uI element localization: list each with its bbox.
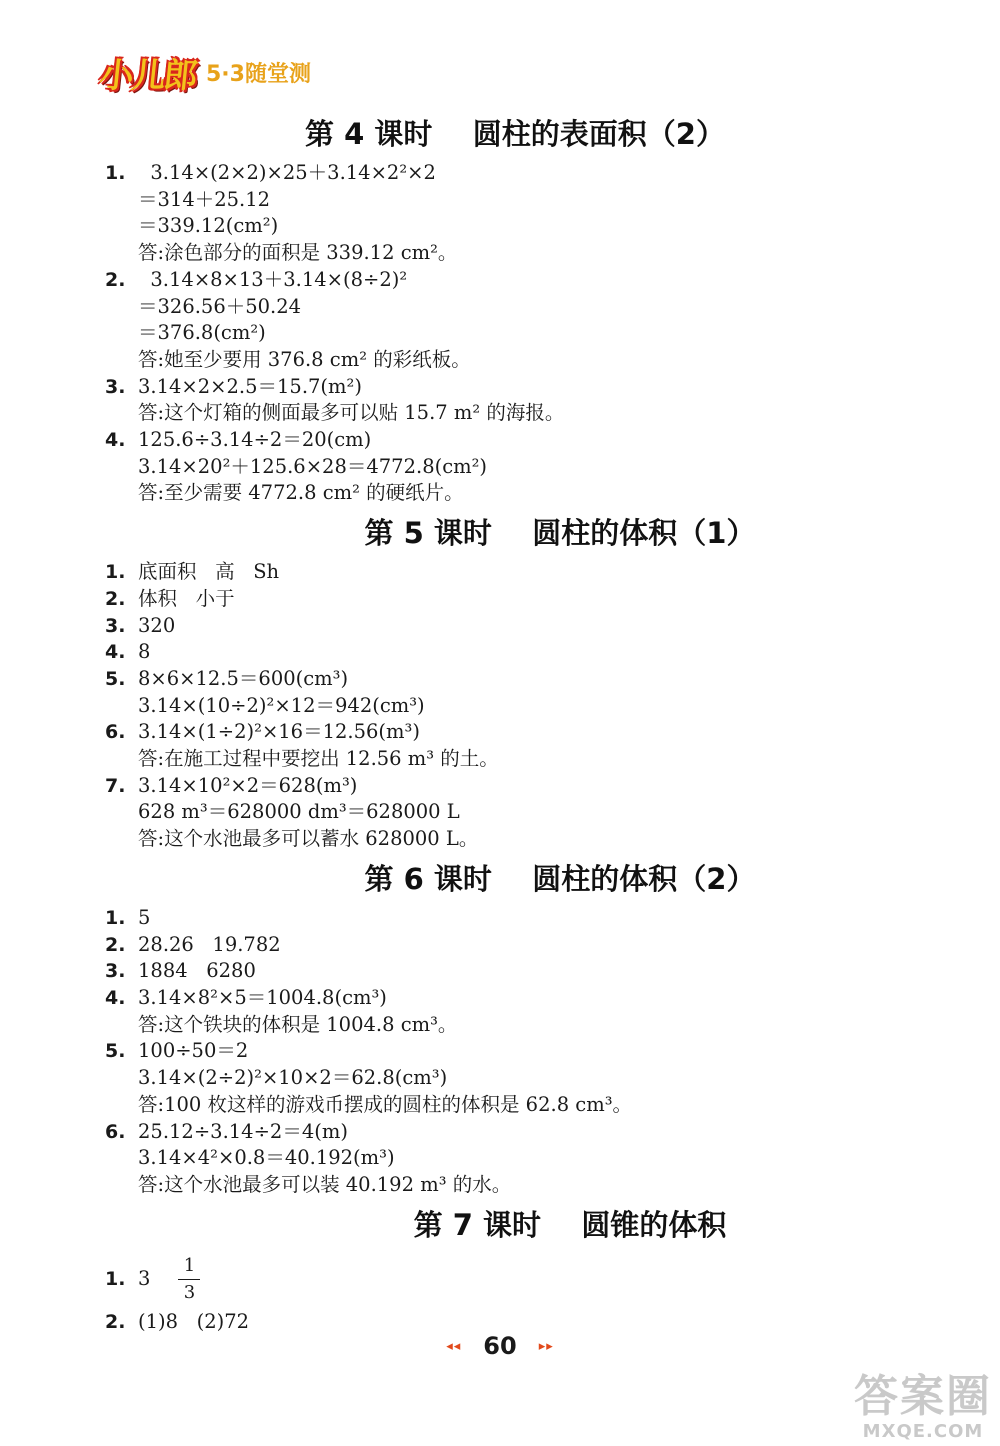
question-4 [105, 427, 925, 507]
answer-line: 628 m³＝628000 dm³＝628000 L [138, 800, 460, 824]
answer-line: 答:这个水池最多可以装 40.192 m³ 的水。 [138, 1172, 512, 1196]
question-2 [105, 586, 925, 613]
answer-line: 3.14×(10÷2)²×12＝942(cm³) [138, 693, 425, 717]
answer-line: 3.14×(2÷2)²×10×2＝62.8(cm³) [138, 1066, 448, 1090]
section-title-lesson-6: 第 6 课时 圆柱的体积（2） [364, 861, 756, 896]
answer-line: 体积 小于 [138, 586, 235, 610]
answer-line: 答:这个灯箱的侧面最多可以贴 15.7 m² 的海报。 [138, 401, 565, 425]
question-number: 6. [105, 1120, 126, 1143]
question-2 [105, 267, 925, 374]
answer-line: ＝339.12(cm²) [138, 214, 279, 238]
page-number: 60 [483, 1332, 517, 1360]
question-number: 4. [105, 641, 126, 664]
question-5 [105, 666, 925, 719]
question-number: 5. [105, 667, 126, 690]
question-number: 2. [105, 1310, 126, 1333]
answer-line: 答:这个铁块的体积是 1004.8 cm³。 [138, 1012, 458, 1036]
answer-line: ＝326.56＋50.24 [138, 294, 302, 318]
answer-line: 底面积 高 Sh [138, 560, 280, 584]
question-4 [105, 639, 925, 666]
answer-line: 125.6÷3.14÷2＝20(cm) [138, 428, 372, 452]
question-1 [105, 559, 925, 586]
question-number: 3. [105, 375, 126, 398]
question-number: 4. [105, 986, 126, 1009]
question-number: 6. [105, 721, 126, 744]
question-1 [105, 160, 925, 267]
answer-line: 3.14×2×2.5＝15.7(m²) [138, 374, 362, 398]
watermark-text: 答案圈 [854, 1371, 992, 1422]
question-3 [105, 374, 925, 427]
answer-line: 1884 6280 [138, 959, 256, 983]
question-7 [105, 773, 925, 853]
answer-line: 3.14×(1÷2)²×16＝12.56(m³) [138, 720, 420, 744]
answer-line: 3.14×8×13＋3.14×(8÷2)² [138, 267, 408, 291]
question-number: 5. [105, 1040, 126, 1063]
question-number: 1. [105, 906, 126, 929]
answer-line: 3.14×(2×2)×25＋3.14×2²×2 [138, 161, 436, 184]
watermark [854, 1372, 992, 1442]
section-title-lesson-7: 第 7 课时 圆锥的体积 [413, 1207, 727, 1242]
left-arrows-icon: ◂◂ [446, 1338, 462, 1354]
question-number: 1. [105, 162, 126, 184]
section-title-lesson-5: 第 5 课时 圆柱的体积（1） [364, 516, 756, 551]
page-footer [0, 1332, 1000, 1360]
question-6 [105, 719, 925, 772]
question-6 [105, 1119, 925, 1199]
question-5 [105, 1038, 925, 1118]
answer-line: 8×6×12.5＝600(cm³) [138, 666, 349, 690]
question-3 [105, 613, 925, 640]
answer-line: 25.12÷3.14÷2＝4(m) [138, 1119, 348, 1143]
brand-logo: 小儿郎 [97, 55, 198, 96]
fraction-bar [178, 1279, 200, 1280]
question-3 [105, 958, 925, 985]
fraction [178, 1255, 200, 1304]
answer-line: 答:涂色部分的面积是 339.12 cm²。 [138, 241, 458, 265]
right-arrows-icon: ▸▸ [538, 1338, 554, 1354]
question-number: 1. [105, 1268, 126, 1291]
question-number: 3. [105, 960, 126, 983]
answer-line: 答:至少需要 4772.8 cm² 的硬纸片。 [138, 481, 464, 505]
answer-content [105, 108, 925, 1335]
answer-line: 3.14×20²＋125.6×28＝4772.8(cm²) [138, 454, 488, 478]
question-1 [105, 905, 925, 932]
question-number: 2. [105, 933, 126, 956]
answer-line: 答:100 枚这样的游戏币摆成的圆柱的体积是 62.8 cm³。 [138, 1092, 633, 1116]
answer-line: 28.26 19.782 [138, 932, 281, 956]
answer-line: ＝314＋25.12 [138, 187, 271, 211]
question-number: 7. [105, 774, 126, 797]
answer-line: 100÷50＝2 [138, 1039, 249, 1063]
answer-line: 5 [138, 905, 151, 929]
answer-line: 320 [138, 613, 176, 637]
page-header-logo [97, 52, 311, 96]
answer-line: 答:这个水池最多可以蓄水 628000 L。 [138, 827, 479, 851]
question-number: 2. [105, 268, 126, 291]
section-title-lesson-4: 第 4 课时 圆柱的表面积（2） [305, 117, 725, 151]
answer-line: 3.14×10²×2＝628(m³) [138, 773, 358, 797]
answer-line: 答:她至少要用 376.8 cm² 的彩纸板。 [138, 347, 471, 371]
answer-line: 3.14×4²×0.8＝40.192(m³) [138, 1146, 395, 1170]
answer-line: 3.14×8²×5＝1004.8(cm³) [138, 985, 387, 1009]
answer-line: 8 [138, 640, 151, 664]
question-number: 4. [105, 429, 126, 452]
fraction-denominator: 3 [183, 1282, 196, 1304]
series-name: 5·3随堂测 [206, 61, 311, 87]
question-number: 1. [105, 561, 126, 584]
answer-line: ＝376.8(cm²) [138, 321, 266, 345]
question-2 [105, 932, 925, 959]
watermark-url: MXQE.COM [862, 1421, 984, 1442]
fraction-numerator: 1 [183, 1255, 196, 1277]
question-1 [105, 1251, 925, 1309]
answer-line: 3 [138, 1267, 151, 1291]
question-number: 2. [105, 587, 126, 610]
answer-line: 答:在施工过程中要挖出 12.56 m³ 的土。 [138, 747, 499, 771]
answer-line: (1)8 (2)72 [138, 1309, 250, 1333]
question-number: 3. [105, 614, 126, 637]
question-4 [105, 985, 925, 1038]
